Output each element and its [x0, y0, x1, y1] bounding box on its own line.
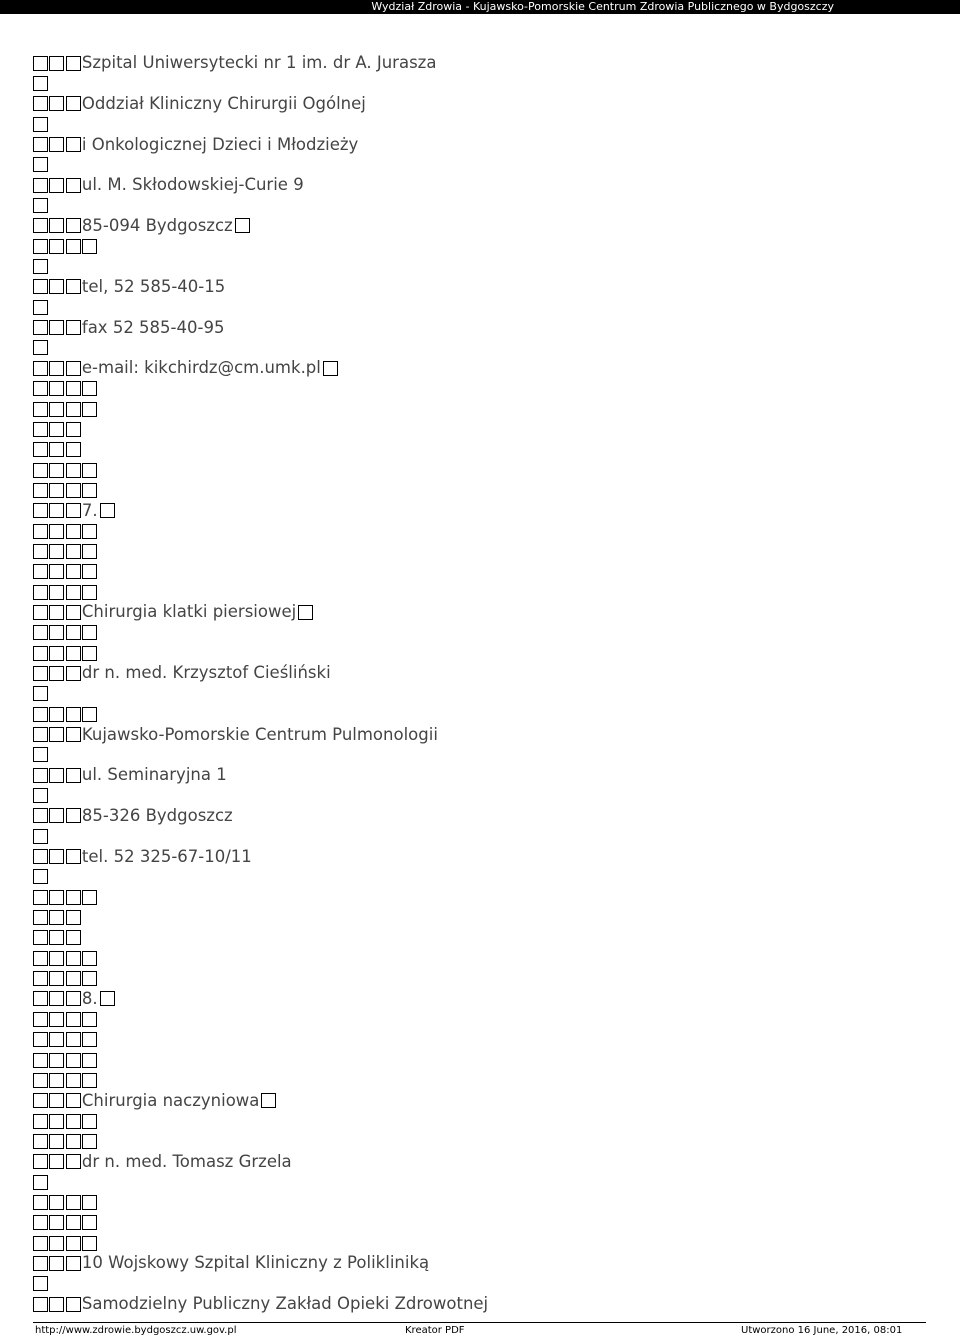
missing-glyph-icon — [33, 1215, 48, 1230]
missing-glyph-icon — [49, 442, 64, 457]
missing-glyph-icon — [82, 544, 97, 559]
missing-glyph-icon — [66, 971, 81, 986]
missing-glyph-icon — [49, 646, 64, 661]
missing-glyph-icon — [33, 686, 48, 701]
missing-glyph-icon — [82, 1134, 97, 1149]
missing-glyph-icon — [33, 747, 48, 762]
document-line — [33, 826, 933, 846]
missing-glyph-icon — [33, 1195, 48, 1210]
missing-glyph-icon — [82, 1236, 97, 1251]
missing-glyph-icon — [33, 320, 48, 335]
document-line — [33, 806, 933, 826]
line-text: i Onkologicznej Dzieci i Młodzieży — [81, 134, 359, 154]
missing-glyph-icon — [49, 279, 64, 294]
document-line — [33, 1294, 933, 1314]
missing-glyph-icon — [33, 1175, 48, 1190]
missing-glyph-icon — [33, 1012, 48, 1027]
missing-glyph-icon — [33, 56, 48, 71]
missing-glyph-icon — [66, 361, 81, 376]
missing-glyph-icon — [66, 524, 81, 539]
missing-glyph-icon — [66, 402, 81, 417]
document-line — [33, 785, 933, 805]
missing-glyph-icon — [49, 1093, 64, 1108]
missing-glyph-icon — [33, 279, 48, 294]
missing-glyph-icon — [66, 1073, 81, 1088]
line-text: ul. M. Skłodowskiej-Curie 9 — [81, 175, 304, 195]
missing-glyph-icon — [82, 971, 97, 986]
missing-glyph-icon — [33, 1073, 48, 1088]
missing-glyph-icon — [100, 503, 115, 518]
document-line — [33, 134, 933, 154]
line-text: e-mail: kikchirdz@cm.umk.pl — [81, 358, 321, 378]
missing-glyph-icon — [82, 564, 97, 579]
missing-glyph-icon — [33, 1032, 48, 1047]
missing-glyph-icon — [33, 524, 48, 539]
document-line — [33, 989, 933, 1009]
missing-glyph-icon — [33, 564, 48, 579]
missing-glyph-icon — [66, 1297, 81, 1312]
missing-glyph-icon — [82, 585, 97, 600]
missing-glyph-icon — [49, 56, 64, 71]
document-line — [33, 317, 933, 337]
missing-glyph-icon — [66, 1215, 81, 1230]
line-text: Chirurgia naczyniowa — [81, 1090, 260, 1110]
footer-created-timestamp: Utworzono 16 June, 2016, 08:01 — [741, 1325, 903, 1336]
missing-glyph-icon — [33, 259, 48, 274]
missing-glyph-icon — [33, 849, 48, 864]
missing-glyph-icon — [49, 1134, 64, 1149]
missing-glyph-icon — [66, 442, 81, 457]
missing-glyph-icon — [49, 1032, 64, 1047]
document-line — [33, 1030, 933, 1050]
document-line — [33, 1192, 933, 1212]
missing-glyph-icon — [82, 1053, 97, 1068]
missing-glyph-icon — [49, 564, 64, 579]
line-text: 7. — [81, 500, 98, 520]
document-line — [33, 114, 933, 134]
missing-glyph-icon — [49, 1236, 64, 1251]
document-line — [33, 602, 933, 622]
missing-glyph-icon — [82, 890, 97, 905]
document-line — [33, 704, 933, 724]
missing-glyph-icon — [66, 727, 81, 742]
missing-glyph-icon — [49, 1073, 64, 1088]
document-line — [33, 846, 933, 866]
missing-glyph-icon — [49, 463, 64, 478]
missing-glyph-icon — [33, 218, 48, 233]
missing-glyph-icon — [49, 422, 64, 437]
line-text: Kujawsko-Pomorskie Centrum Pulmonologii — [81, 724, 438, 744]
missing-glyph-icon — [33, 137, 48, 152]
missing-glyph-icon — [82, 524, 97, 539]
document-line — [33, 1233, 933, 1253]
missing-glyph-icon — [49, 951, 64, 966]
missing-glyph-icon — [82, 463, 97, 478]
missing-glyph-icon — [33, 971, 48, 986]
missing-glyph-icon — [235, 218, 250, 233]
line-text: tel. 52 325-67-10/11 — [81, 846, 252, 866]
missing-glyph-icon — [66, 1032, 81, 1047]
document-line — [33, 1111, 933, 1131]
missing-glyph-icon — [49, 524, 64, 539]
missing-glyph-icon — [298, 605, 313, 620]
missing-glyph-icon — [66, 503, 81, 518]
document-line — [33, 460, 933, 480]
missing-glyph-icon — [66, 707, 81, 722]
missing-glyph-icon — [49, 666, 64, 681]
missing-glyph-icon — [66, 279, 81, 294]
missing-glyph-icon — [33, 869, 48, 884]
document-line — [33, 1274, 933, 1294]
line-text: 8. — [81, 988, 98, 1008]
missing-glyph-icon — [49, 1297, 64, 1312]
document-line — [33, 643, 933, 663]
missing-glyph-icon — [82, 1114, 97, 1129]
missing-glyph-icon — [66, 1114, 81, 1129]
missing-glyph-icon — [33, 768, 48, 783]
footer-divider — [33, 1322, 926, 1323]
document-line — [33, 1253, 933, 1273]
missing-glyph-icon — [33, 991, 48, 1006]
missing-glyph-icon — [66, 422, 81, 437]
missing-glyph-icon — [66, 96, 81, 111]
document-line — [33, 1050, 933, 1070]
missing-glyph-icon — [66, 951, 81, 966]
document-line — [33, 155, 933, 175]
document-line — [33, 1070, 933, 1090]
missing-glyph-icon — [33, 829, 48, 844]
missing-glyph-icon — [82, 1215, 97, 1230]
missing-glyph-icon — [33, 178, 48, 193]
document-body — [33, 53, 933, 1314]
missing-glyph-icon — [49, 503, 64, 518]
document-line — [33, 94, 933, 114]
document-line — [33, 419, 933, 439]
document-line — [33, 1213, 933, 1233]
missing-glyph-icon — [33, 625, 48, 640]
line-text: Samodzielny Publiczny Zakład Opieki Zdrowotnej — [81, 1294, 489, 1314]
missing-glyph-icon — [49, 96, 64, 111]
missing-glyph-icon — [49, 1012, 64, 1027]
line-text: Szpital Uniwersytecki nr 1 im. dr A. Jurasza — [81, 53, 437, 73]
missing-glyph-icon — [49, 544, 64, 559]
missing-glyph-icon — [33, 422, 48, 437]
document-line — [33, 867, 933, 887]
missing-glyph-icon — [49, 218, 64, 233]
missing-glyph-icon — [33, 117, 48, 132]
document-line — [33, 948, 933, 968]
missing-glyph-icon — [82, 483, 97, 498]
document-line — [33, 562, 933, 582]
missing-glyph-icon — [33, 96, 48, 111]
line-text: 85-094 Bydgoszcz — [81, 215, 233, 235]
missing-glyph-icon — [323, 361, 338, 376]
missing-glyph-icon — [66, 808, 81, 823]
missing-glyph-icon — [82, 1032, 97, 1047]
missing-glyph-icon — [49, 930, 64, 945]
document-line — [33, 73, 933, 93]
document-line — [33, 379, 933, 399]
missing-glyph-icon — [66, 890, 81, 905]
missing-glyph-icon — [66, 381, 81, 396]
missing-glyph-icon — [49, 320, 64, 335]
missing-glyph-icon — [66, 1053, 81, 1068]
missing-glyph-icon — [33, 157, 48, 172]
missing-glyph-icon — [49, 137, 64, 152]
missing-glyph-icon — [66, 910, 81, 925]
missing-glyph-icon — [66, 564, 81, 579]
missing-glyph-icon — [82, 239, 97, 254]
missing-glyph-icon — [82, 1073, 97, 1088]
missing-glyph-icon — [33, 1154, 48, 1169]
missing-glyph-icon — [49, 890, 64, 905]
missing-glyph-icon — [49, 808, 64, 823]
line-text: 10 Wojskowy Szpital Kliniczny z Polikliniką — [81, 1253, 430, 1273]
missing-glyph-icon — [82, 1012, 97, 1027]
page-header-title: Wydział Zdrowia - Kujawsko-Pomorskie Centrum Zdrowia Publicznego w Bydgoszczy — [371, 0, 834, 13]
missing-glyph-icon — [66, 605, 81, 620]
document-line — [33, 541, 933, 561]
missing-glyph-icon — [33, 544, 48, 559]
missing-glyph-icon — [33, 808, 48, 823]
missing-glyph-icon — [33, 890, 48, 905]
line-text: 85-326 Bydgoszcz — [81, 805, 233, 825]
document-line — [33, 256, 933, 276]
missing-glyph-icon — [66, 1236, 81, 1251]
missing-glyph-icon — [49, 402, 64, 417]
document-line — [33, 338, 933, 358]
missing-glyph-icon — [82, 951, 97, 966]
missing-glyph-icon — [33, 727, 48, 742]
document-line — [33, 195, 933, 215]
missing-glyph-icon — [33, 1134, 48, 1149]
line-text: ul. Seminaryjna 1 — [81, 765, 227, 785]
document-line — [33, 297, 933, 317]
missing-glyph-icon — [49, 1154, 64, 1169]
missing-glyph-icon — [82, 381, 97, 396]
missing-glyph-icon — [33, 646, 48, 661]
missing-glyph-icon — [66, 544, 81, 559]
document-line — [33, 1152, 933, 1172]
missing-glyph-icon — [33, 503, 48, 518]
missing-glyph-icon — [49, 381, 64, 396]
missing-glyph-icon — [33, 463, 48, 478]
page-header-bar — [0, 0, 960, 14]
line-text: Chirurgia klatki piersiowej — [81, 602, 297, 622]
missing-glyph-icon — [66, 218, 81, 233]
missing-glyph-icon — [49, 1195, 64, 1210]
missing-glyph-icon — [49, 239, 64, 254]
missing-glyph-icon — [33, 1053, 48, 1068]
missing-glyph-icon — [49, 991, 64, 1006]
missing-glyph-icon — [33, 198, 48, 213]
missing-glyph-icon — [49, 849, 64, 864]
missing-glyph-icon — [66, 646, 81, 661]
missing-glyph-icon — [33, 1276, 48, 1291]
missing-glyph-icon — [33, 300, 48, 315]
missing-glyph-icon — [49, 605, 64, 620]
document-line — [33, 440, 933, 460]
line-text: Oddział Kliniczny Chirurgii Ogólnej — [81, 93, 366, 113]
document-line — [33, 399, 933, 419]
missing-glyph-icon — [49, 483, 64, 498]
document-line — [33, 968, 933, 988]
document-line — [33, 724, 933, 744]
missing-glyph-icon — [49, 1256, 64, 1271]
missing-glyph-icon — [66, 483, 81, 498]
document-line — [33, 1131, 933, 1151]
missing-glyph-icon — [33, 1256, 48, 1271]
missing-glyph-icon — [66, 768, 81, 783]
missing-glyph-icon — [33, 1297, 48, 1312]
missing-glyph-icon — [33, 340, 48, 355]
missing-glyph-icon — [49, 1114, 64, 1129]
document-line — [33, 745, 933, 765]
document-line — [33, 358, 933, 378]
missing-glyph-icon — [66, 585, 81, 600]
document-line — [33, 521, 933, 541]
document-line — [33, 277, 933, 297]
footer-generator: Kreator PDF — [405, 1325, 465, 1336]
document-line — [33, 236, 933, 256]
missing-glyph-icon — [82, 625, 97, 640]
missing-glyph-icon — [66, 930, 81, 945]
missing-glyph-icon — [33, 1114, 48, 1129]
missing-glyph-icon — [33, 605, 48, 620]
missing-glyph-icon — [33, 930, 48, 945]
document-line — [33, 907, 933, 927]
missing-glyph-icon — [66, 1093, 81, 1108]
document-line — [33, 928, 933, 948]
missing-glyph-icon — [261, 1093, 276, 1108]
missing-glyph-icon — [33, 361, 48, 376]
document-line — [33, 1091, 933, 1111]
footer-url-link[interactable]: http://www.zdrowie.bydgoszcz.uw.gov.pl — [35, 1325, 237, 1336]
missing-glyph-icon — [49, 585, 64, 600]
document-line — [33, 663, 933, 683]
document-line — [33, 480, 933, 500]
missing-glyph-icon — [33, 483, 48, 498]
missing-glyph-icon — [66, 1012, 81, 1027]
missing-glyph-icon — [49, 707, 64, 722]
missing-glyph-icon — [49, 178, 64, 193]
missing-glyph-icon — [82, 1195, 97, 1210]
missing-glyph-icon — [33, 585, 48, 600]
missing-glyph-icon — [33, 239, 48, 254]
document-line — [33, 501, 933, 521]
document-line — [33, 582, 933, 602]
missing-glyph-icon — [66, 1154, 81, 1169]
missing-glyph-icon — [33, 76, 48, 91]
line-text: tel, 52 585-40-15 — [81, 276, 226, 296]
missing-glyph-icon — [49, 625, 64, 640]
missing-glyph-icon — [66, 991, 81, 1006]
missing-glyph-icon — [66, 625, 81, 640]
missing-glyph-icon — [66, 1134, 81, 1149]
missing-glyph-icon — [33, 1236, 48, 1251]
missing-glyph-icon — [82, 646, 97, 661]
missing-glyph-icon — [33, 381, 48, 396]
missing-glyph-icon — [49, 971, 64, 986]
missing-glyph-icon — [33, 788, 48, 803]
document-line — [33, 175, 933, 195]
missing-glyph-icon — [49, 1053, 64, 1068]
line-text: dr n. med. Krzysztof Cieśliński — [81, 663, 331, 683]
missing-glyph-icon — [66, 178, 81, 193]
document-line — [33, 1172, 933, 1192]
missing-glyph-icon — [33, 1093, 48, 1108]
missing-glyph-icon — [33, 707, 48, 722]
document-line — [33, 765, 933, 785]
document-line — [33, 216, 933, 236]
document-line — [33, 684, 933, 704]
line-text: dr n. med. Tomasz Grzela — [81, 1151, 292, 1171]
missing-glyph-icon — [100, 991, 115, 1006]
missing-glyph-icon — [33, 951, 48, 966]
missing-glyph-icon — [49, 727, 64, 742]
missing-glyph-icon — [49, 1215, 64, 1230]
document-line — [33, 53, 933, 73]
missing-glyph-icon — [33, 666, 48, 681]
missing-glyph-icon — [33, 910, 48, 925]
missing-glyph-icon — [66, 849, 81, 864]
missing-glyph-icon — [82, 402, 97, 417]
document-line — [33, 887, 933, 907]
missing-glyph-icon — [49, 768, 64, 783]
document-line — [33, 1009, 933, 1029]
missing-glyph-icon — [66, 320, 81, 335]
missing-glyph-icon — [82, 707, 97, 722]
missing-glyph-icon — [66, 1195, 81, 1210]
missing-glyph-icon — [33, 402, 48, 417]
missing-glyph-icon — [33, 442, 48, 457]
missing-glyph-icon — [49, 910, 64, 925]
missing-glyph-icon — [66, 56, 81, 71]
line-text: fax 52 585-40-95 — [81, 317, 225, 337]
missing-glyph-icon — [66, 666, 81, 681]
missing-glyph-icon — [49, 361, 64, 376]
missing-glyph-icon — [66, 137, 81, 152]
document-line — [33, 623, 933, 643]
missing-glyph-icon — [66, 1256, 81, 1271]
missing-glyph-icon — [66, 463, 81, 478]
missing-glyph-icon — [66, 239, 81, 254]
